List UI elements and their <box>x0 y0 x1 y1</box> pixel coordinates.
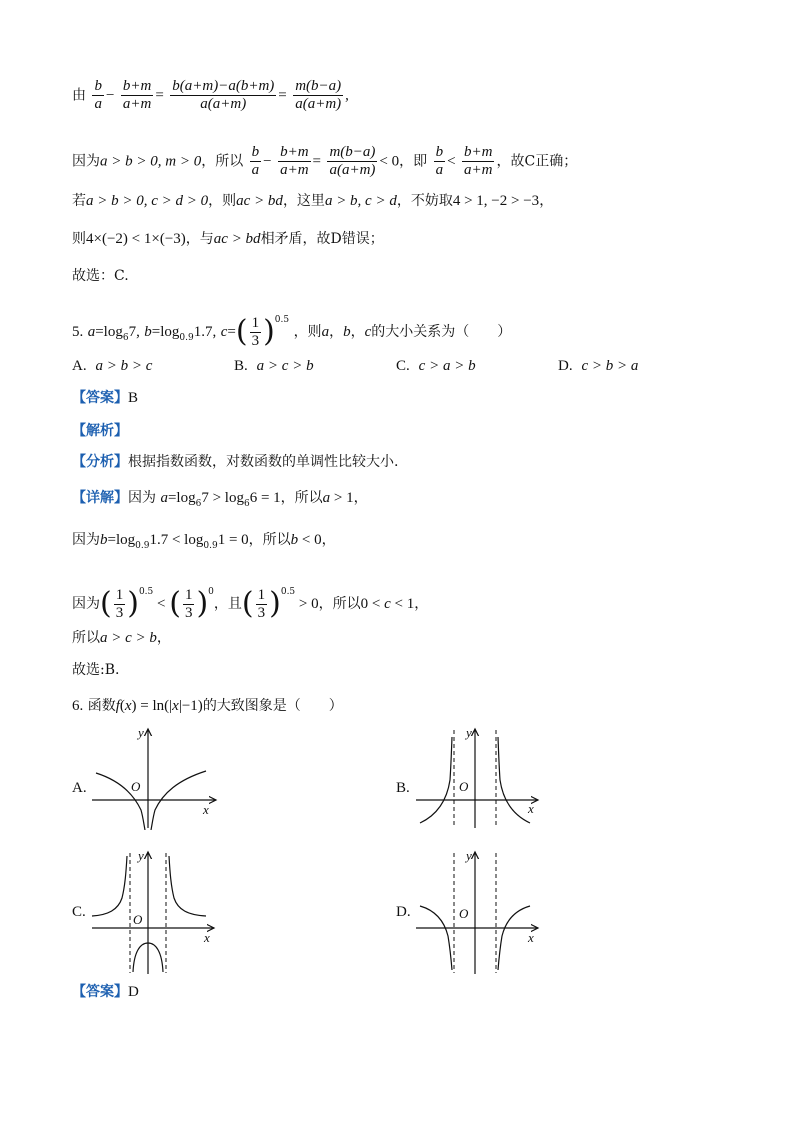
svg-text:y: y <box>138 848 144 863</box>
svg-text:y: y <box>466 725 472 740</box>
x-axis-label: x <box>203 802 209 817</box>
conclusion-c: 故选：C. <box>72 268 129 284</box>
q6-graph-c[interactable] <box>88 848 223 976</box>
q6-option-b-label[interactable]: B. <box>396 780 410 796</box>
q5-option-a[interactable]: A. a > b > c <box>72 358 153 374</box>
conclusion-b: 故选:B. <box>72 662 120 678</box>
q5-detail: 【详解】因为 $a=\log_67 > \log_66 = 1$，所以a > 1， <box>72 490 368 509</box>
svg-text:x: x <box>204 930 210 945</box>
solution-line-2: 因为a > b > 0, m > 0，所以 $\frac{b}{a}$ − $\frac{b+m}{a+m}$ = $\frac{m(b-a)}{a(a+m)}$ < 0，即 $\frac{b}{a}$ < $\frac{b+m}{a+m}$ ，故C正确； <box>72 144 578 178</box>
q5-analysis-header: 【解析】 <box>72 423 128 439</box>
svg-text:x: x <box>528 801 534 816</box>
q6-graph-d[interactable] <box>412 848 547 976</box>
q6-graph-b[interactable] <box>412 725 547 830</box>
q6-option-c-label[interactable]: C. <box>72 904 86 920</box>
solution-line-1: 由 $\frac{b}{a}$ − $\frac{b+m}{a+m}$ = $\frac{b(a+m)-a(b+m)}{a(a+m)}$ = $\frac{m(b-a)}{a(a+m)}$ , <box>72 78 349 112</box>
question-5: 5. $a=\log_67$, $b=\log_{0.9}1.7$, c=( $\frac{1}{3}$ )$^{0.5}$ ，则a，b，c的大小关系为（ ） <box>72 314 512 349</box>
solution-line-4: 则4×(−2) < 1×(−3)，与ac > bd相矛盾，故D错误； <box>72 231 384 247</box>
q6-option-d-label[interactable]: D. <box>396 904 411 920</box>
q6-answer: 【答案】D <box>72 984 139 1000</box>
svg-text:y: y <box>466 848 472 863</box>
q5-line-c: 因为( $\frac{1}{3}$ )$^{0.5}$ < ( $\frac{1}{3}$ )$^0$，且( $\frac{1}{3}$ )$^{0.5}$ > 0，所以0 < c < 1， <box>72 586 429 621</box>
solution-line-3: 若a > b > 0, c > d > 0，则ac > bd，这里a > b, c > d，不妨取4 > 1, −2 > −3， <box>72 193 554 209</box>
q5-analysis: 【分析】根据指数函数，对数函数的单调性比较大小. <box>72 454 399 470</box>
question-6: 6. 函数f(x) = ln(|x|−1)的大致图象是（ ） <box>72 698 343 714</box>
q5-line-b: 因为$b=\log_{0.9}1.7 < \log_{0.9}1 = 0$，所以b < 0， <box>72 532 336 551</box>
q5-line-order: 所以a > c > b， <box>72 630 171 646</box>
q5-option-c[interactable]: C. c > a > b <box>396 358 476 374</box>
origin-label: O <box>131 779 141 794</box>
q5-option-d[interactable]: D. c > b > a <box>558 358 639 374</box>
svg-text:O: O <box>459 779 469 794</box>
svg-text:O: O <box>459 906 469 921</box>
q5-option-b[interactable]: B. a > c > b <box>234 358 314 374</box>
q6-option-a-label[interactable]: A. <box>72 780 87 796</box>
q6-graph-a[interactable] <box>88 725 228 830</box>
q5-answer: 【答案】B <box>72 390 139 406</box>
y-axis-label: y <box>138 725 144 740</box>
svg-text:O: O <box>133 912 143 927</box>
svg-text:x: x <box>528 930 534 945</box>
